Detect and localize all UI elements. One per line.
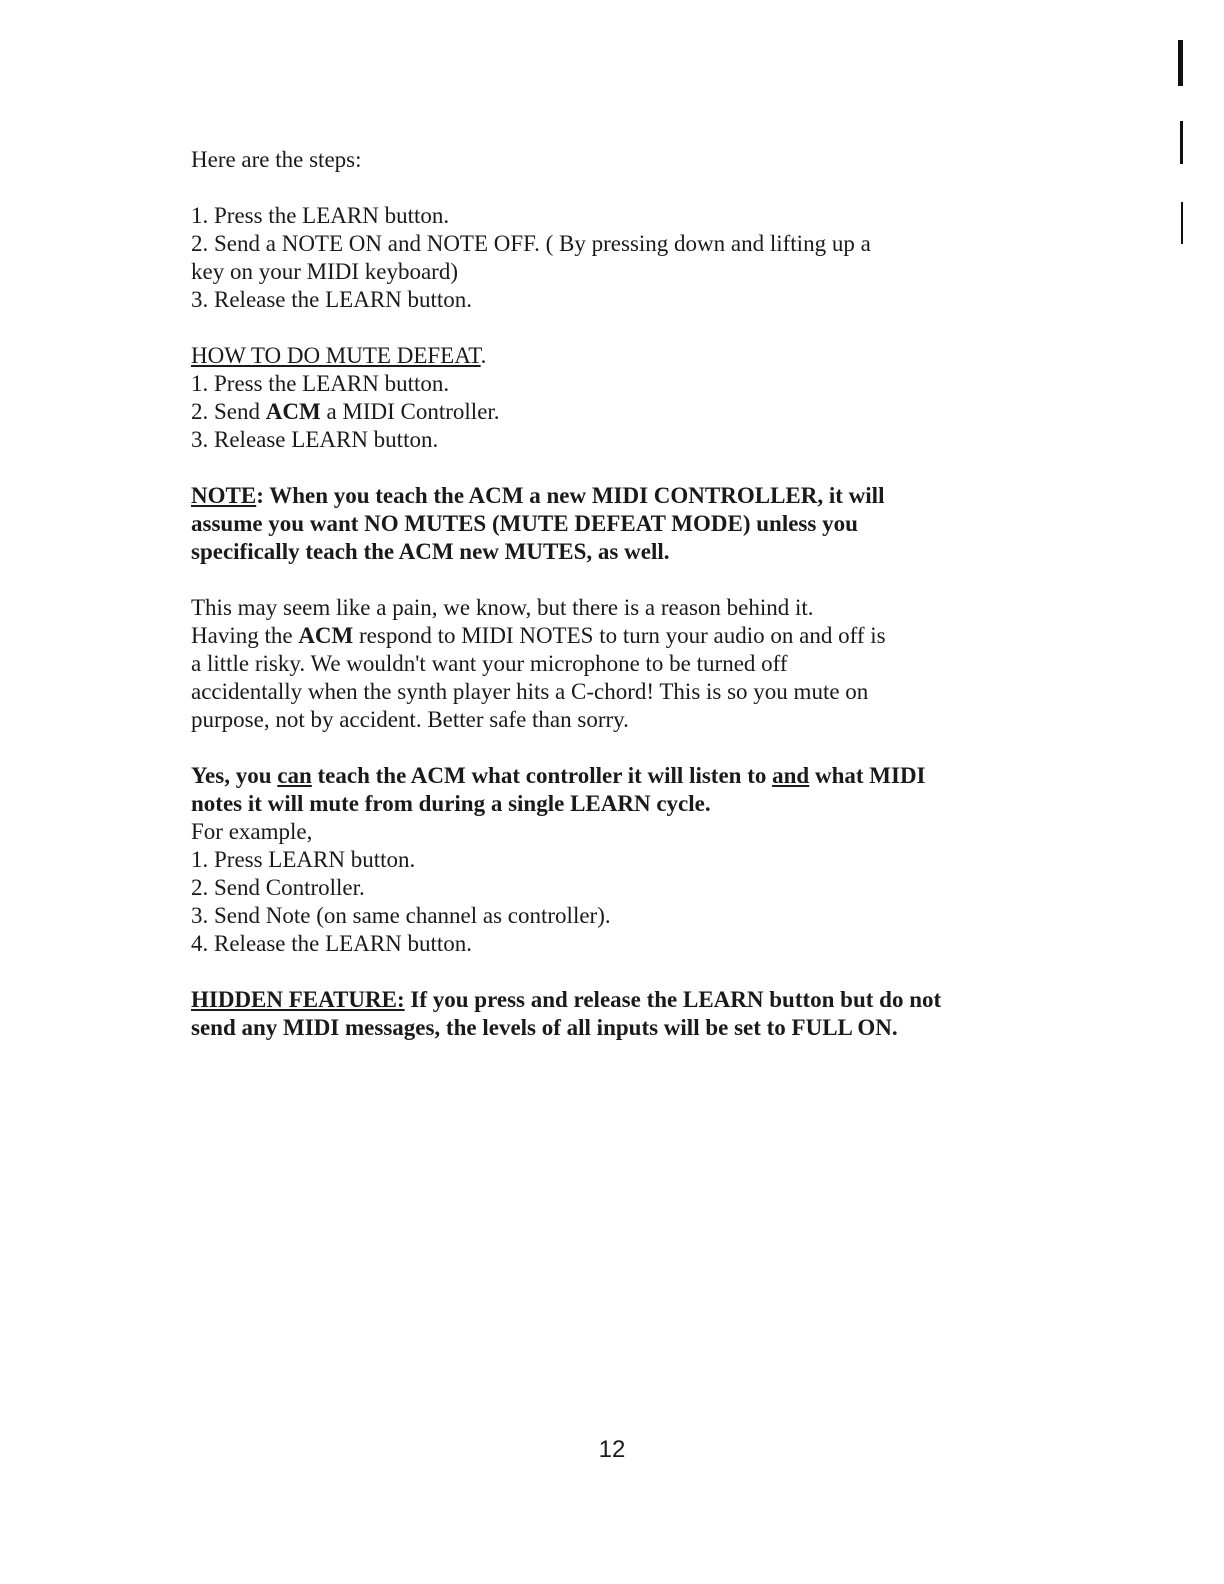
list-item: 1. Press the LEARN button. xyxy=(191,371,450,396)
combined-learn-section: Yes, you can teach the ACM what controller it will listen to and what MIDI notes it will mute from during a single LEARN cycle. For example, 1. Press LEARN button. 2. Send Controller. 3. Send Note (on same channel as controller). 4. Release the LEARN button. xyxy=(191,762,1031,958)
list-item: 2. Send a NOTE ON and NOTE OFF. ( By pressing down and lifting up a xyxy=(191,231,871,256)
intro-text: Here are the steps: xyxy=(191,147,362,172)
hidden-feature-paragraph: HIDDEN FEATURE: If you press and release the LEARN button but do not send any MIDI messages, the levels of all inputs will be set to FULL ON. xyxy=(191,987,942,1040)
hidden-feature-label: HIDDEN FEATURE: xyxy=(191,987,405,1012)
list-item: 3. Release LEARN button. xyxy=(191,427,439,452)
learn-steps-list xyxy=(191,202,1031,314)
list-item: 2. Send Controller. xyxy=(191,875,365,900)
list-item: 4. Release the LEARN button. xyxy=(191,931,473,956)
scan-margin-mark xyxy=(1180,121,1183,164)
list-item: 3. Send Note (on same channel as controller). xyxy=(191,903,611,928)
list-item: 3. Release the LEARN button. xyxy=(191,287,473,312)
example-label: For example, xyxy=(191,819,313,844)
mute-defeat-heading: HOW TO DO MUTE DEFEAT xyxy=(191,343,481,368)
list-item: 2. Send ACM a MIDI Controller. xyxy=(191,399,500,424)
scan-margin-mark xyxy=(1181,202,1183,244)
scan-margin-mark xyxy=(1178,40,1183,86)
note-paragraph: NOTE: When you teach the ACM a new MIDI CONTROLLER, it will assume you want NO MUTES (MUTE DEFEAT MODE) unless you specifically teach the ACM new MUTES, as well. xyxy=(191,483,885,564)
list-item: 1. Press the LEARN button. xyxy=(191,203,450,228)
mute-defeat-section xyxy=(191,342,1031,454)
note-label: NOTE xyxy=(191,483,257,508)
document-body xyxy=(191,146,1031,1042)
page-number: 12 xyxy=(598,1436,626,1463)
list-item: key on your MIDI keyboard) xyxy=(191,259,458,284)
explanation-paragraph: This may seem like a pain, we know, but there is a reason behind it. Having the ACM respond to MIDI NOTES to turn your audio on and off is a little risky. We wouldn't want your microphone to be turned off accidentally when the synth player hits a C-chord! This is so you mute on purpose, not by accident. Better safe than sorry. xyxy=(191,595,886,732)
list-item: 1. Press LEARN button. xyxy=(191,847,416,872)
section-heading: HOW TO DO MUTE DEFEAT. xyxy=(191,343,487,368)
